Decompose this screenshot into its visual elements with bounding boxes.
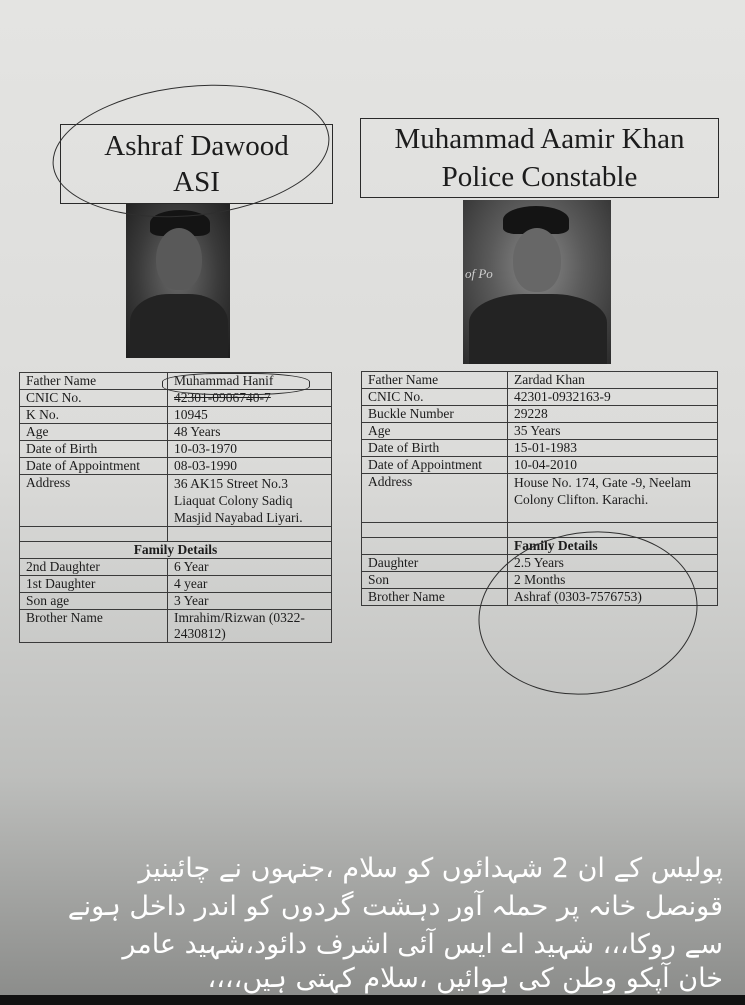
bottom-bar <box>0 995 745 1005</box>
field-label: 2nd Daughter <box>20 559 168 576</box>
field-value: 10-04-2010 <box>508 457 718 474</box>
table-row <box>20 424 332 441</box>
field-label: Age <box>362 423 508 440</box>
field-label: Father Name <box>20 373 168 390</box>
table-row <box>20 390 332 407</box>
table-row <box>20 373 332 390</box>
table-row <box>20 610 332 643</box>
table-row <box>362 555 718 572</box>
field-value: 48 Years <box>168 424 332 441</box>
field-value: 42301-0906740-7 <box>168 390 332 407</box>
table-row <box>362 538 718 555</box>
field-label: CNIC No. <box>362 389 508 406</box>
right-details-table <box>361 371 718 606</box>
table-row <box>20 542 332 559</box>
table-row <box>362 457 718 474</box>
field-label: Date of Birth <box>20 441 168 458</box>
field-value: 35 Years <box>508 423 718 440</box>
right-name: Muhammad Aamir Khan <box>394 123 685 155</box>
table-row <box>362 523 718 538</box>
field-value: Zardad Khan <box>508 372 718 389</box>
field-value: 36 AK15 Street No.3 Liaquat Colony Sadiq Masjid Nayabad Liyari. <box>168 475 332 527</box>
table-row <box>362 474 718 523</box>
field-value: 3 Year <box>168 593 332 610</box>
field-label: Date of Appointment <box>362 457 508 474</box>
table-row <box>362 440 718 457</box>
left-name: Ashraf Dawood <box>104 130 289 162</box>
family-heading: Family Details <box>20 542 332 559</box>
table-row <box>20 475 332 527</box>
left-rank: ASI <box>173 166 220 198</box>
left-name-box <box>60 124 333 204</box>
field-value: 29228 <box>508 406 718 423</box>
table-row <box>362 406 718 423</box>
field-label: Address <box>362 474 508 523</box>
table-row <box>20 441 332 458</box>
field-value: Muhammad Hanif <box>168 373 332 390</box>
table-row <box>362 389 718 406</box>
caption-line: خان آپکو وطن کی ہوائیں ،سلام کہتی ہیں،،،، <box>207 963 723 994</box>
table-row <box>20 593 332 610</box>
field-label: Son age <box>20 593 168 610</box>
field-value: House No. 174, Gate -9, Neelam Colony Clifton. Karachi. <box>508 474 718 523</box>
field-label: Brother Name <box>20 610 168 643</box>
caption-line: قونصل خانہ پر حملہ آور دہشت گردوں کو اندر داخل ہونے <box>67 891 723 922</box>
field-label: 1st Daughter <box>20 576 168 593</box>
table-row <box>362 589 718 606</box>
field-label: Daughter <box>362 555 508 572</box>
table-row <box>362 372 718 389</box>
field-label: Buckle Number <box>362 406 508 423</box>
field-label: CNIC No. <box>20 390 168 407</box>
field-value: 10-03-1970 <box>168 441 332 458</box>
field-label: Date of Appointment <box>20 458 168 475</box>
table-row <box>20 458 332 475</box>
family-heading: Family Details <box>508 538 718 555</box>
field-label: Age <box>20 424 168 441</box>
field-label: Brother Name <box>362 589 508 606</box>
field-value: 2 Months <box>508 572 718 589</box>
field-value: Imrahim/Rizwan (0322-2430812) <box>168 610 332 643</box>
table-row <box>362 572 718 589</box>
field-label: Date of Birth <box>362 440 508 457</box>
left-portrait <box>126 204 230 358</box>
field-value: 42301-0932163-9 <box>508 389 718 406</box>
table-row <box>20 559 332 576</box>
field-value: 6 Year <box>168 559 332 576</box>
table-row <box>20 407 332 424</box>
right-rank: Police Constable <box>441 161 638 193</box>
field-value: Ashraf (0303-7576753) <box>508 589 718 606</box>
table-row <box>20 576 332 593</box>
caption-line: سے روکا،،، شہید اے ایس آئی اشرف دائود،شہید عامر <box>122 929 723 960</box>
field-value: 15-01-1983 <box>508 440 718 457</box>
field-value: 10945 <box>168 407 332 424</box>
field-label: Father Name <box>362 372 508 389</box>
field-value: 08-03-1990 <box>168 458 332 475</box>
table-row <box>20 527 332 542</box>
right-name-box <box>360 118 719 198</box>
left-details-table <box>19 372 332 643</box>
photo-background-text: of Po <box>465 266 493 281</box>
field-value: 2.5 Years <box>508 555 718 572</box>
field-label: Son <box>362 572 508 589</box>
right-portrait <box>463 200 611 364</box>
field-label: Address <box>20 475 168 527</box>
table-row <box>362 423 718 440</box>
field-value: 4 year <box>168 576 332 593</box>
caption-line: پولیس کے ان 2 شہدائوں کو سلام ،جنہوں نے چائینیز <box>138 853 723 884</box>
field-label: K No. <box>20 407 168 424</box>
